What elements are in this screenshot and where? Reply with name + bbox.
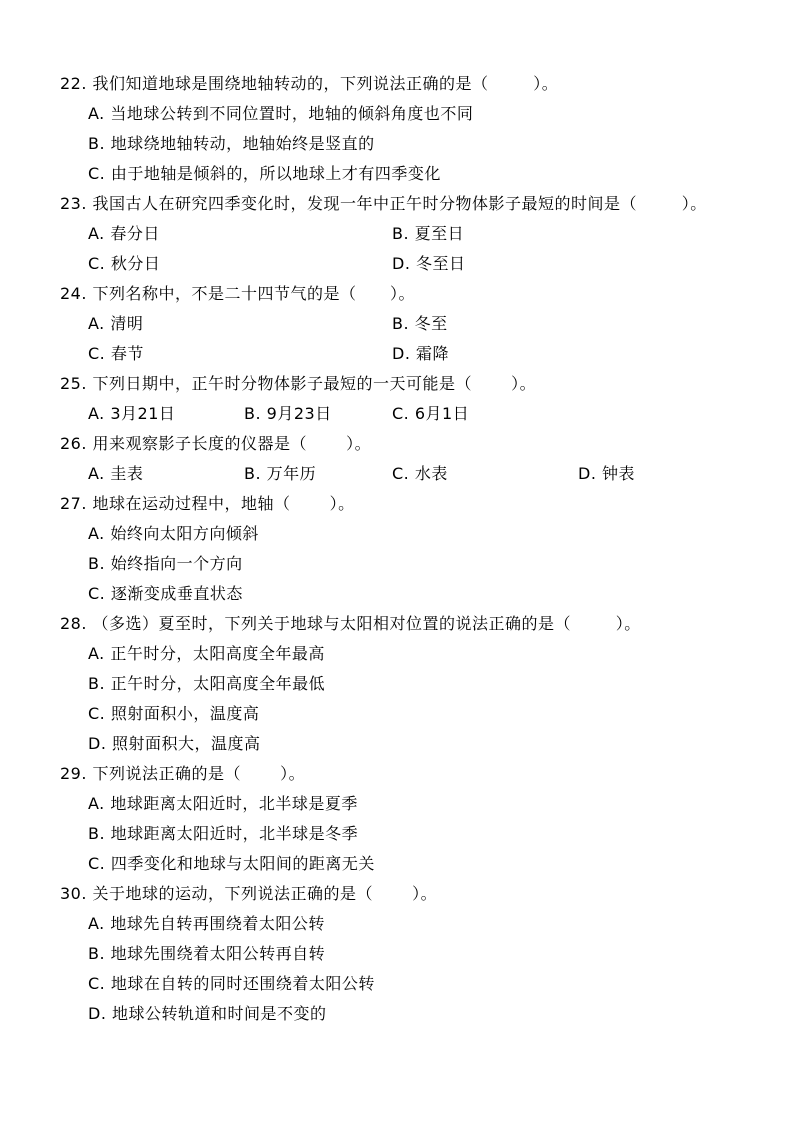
question-25-option-c: C. 6月1日 xyxy=(392,404,470,423)
question-29-stem: 29. 下列说法正确的是（ ）。 xyxy=(60,764,306,783)
question-24-stem: 24. 下列名称中，不是二十四节气的是（ ）。 xyxy=(60,284,416,303)
question-25-option-a: A. 3月21日 xyxy=(88,404,176,423)
question-27-option-b: B. 始终指向一个方向 xyxy=(88,554,243,573)
question-23-option-a: A. 春分日 xyxy=(88,224,160,243)
question-22-stem: 22. 我们知道地球是围绕地轴转动的，下列说法正确的是（ ）。 xyxy=(60,74,559,93)
question-30-option-a: A. 地球先自转再围绕着太阳公转 xyxy=(88,914,325,933)
question-30-stem: 30. 关于地球的运动，下列说法正确的是（ ）。 xyxy=(60,884,438,903)
question-28-option-a: A. 正午时分，太阳高度全年最高 xyxy=(88,644,325,663)
question-26-stem: 26. 用来观察影子长度的仪器是（ ）。 xyxy=(60,434,372,453)
question-30-option-c: C. 地球在自转的同时还围绕着太阳公转 xyxy=(88,974,375,993)
question-26-option-d: D. 钟表 xyxy=(578,464,635,483)
question-24-option-b: B. 冬至 xyxy=(392,314,448,333)
question-27-option-a: A. 始终向太阳方向倾斜 xyxy=(88,524,259,543)
question-28-option-d: D. 照射面积大，温度高 xyxy=(88,734,261,753)
question-23-option-d: D. 冬至日 xyxy=(392,254,466,273)
question-29-option-a: A. 地球距离太阳近时，北半球是夏季 xyxy=(88,794,358,813)
question-30-option-d: D. 地球公转轨道和时间是不变的 xyxy=(88,1004,327,1023)
question-26-option-c: C. 水表 xyxy=(392,464,448,483)
question-23-stem: 23. 我国古人在研究四季变化时，发现一年中正午时分物体影子最短的时间是（ ）。 xyxy=(60,194,707,213)
question-28-stem: 28. （多选）夏至时，下列关于地球与太阳相对位置的说法正确的是（ ）。 xyxy=(60,614,641,633)
question-29-option-b: B. 地球距离太阳近时，北半球是冬季 xyxy=(88,824,359,843)
question-26-option-b: B. 万年历 xyxy=(244,464,317,483)
question-24-option-a: A. 清明 xyxy=(88,314,144,333)
question-23-option-c: C. 秋分日 xyxy=(88,254,161,273)
question-22-option-c: C. 由于地轴是倾斜的，所以地球上才有四季变化 xyxy=(88,164,441,183)
question-22-option-b: B. 地球绕地轴转动，地轴始终是竖直的 xyxy=(88,134,375,153)
question-23-option-b: B. 夏至日 xyxy=(392,224,465,243)
question-25-stem: 25. 下列日期中，正午时分物体影子最短的一天可能是（ ）。 xyxy=(60,374,537,393)
question-28-option-b: B. 正午时分，太阳高度全年最低 xyxy=(88,674,326,693)
question-27-stem: 27. 地球在运动过程中，地轴（ ）。 xyxy=(60,494,355,513)
question-24-option-d: D. 霜降 xyxy=(392,344,449,363)
question-26-option-a: A. 圭表 xyxy=(88,464,144,483)
question-25-option-b: B. 9月23日 xyxy=(244,404,332,423)
question-27-option-c: C. 逐渐变成垂直状态 xyxy=(88,584,243,603)
question-30-option-b: B. 地球先围绕着太阳公转再自转 xyxy=(88,944,326,963)
question-29-option-c: C. 四季变化和地球与太阳间的距离无关 xyxy=(88,854,375,873)
question-28-option-c: C. 照射面积小，温度高 xyxy=(88,704,260,723)
question-24-option-c: C. 春节 xyxy=(88,344,144,363)
question-22-option-a: A. 当地球公转到不同位置时，地轴的倾斜角度也不同 xyxy=(88,104,474,123)
